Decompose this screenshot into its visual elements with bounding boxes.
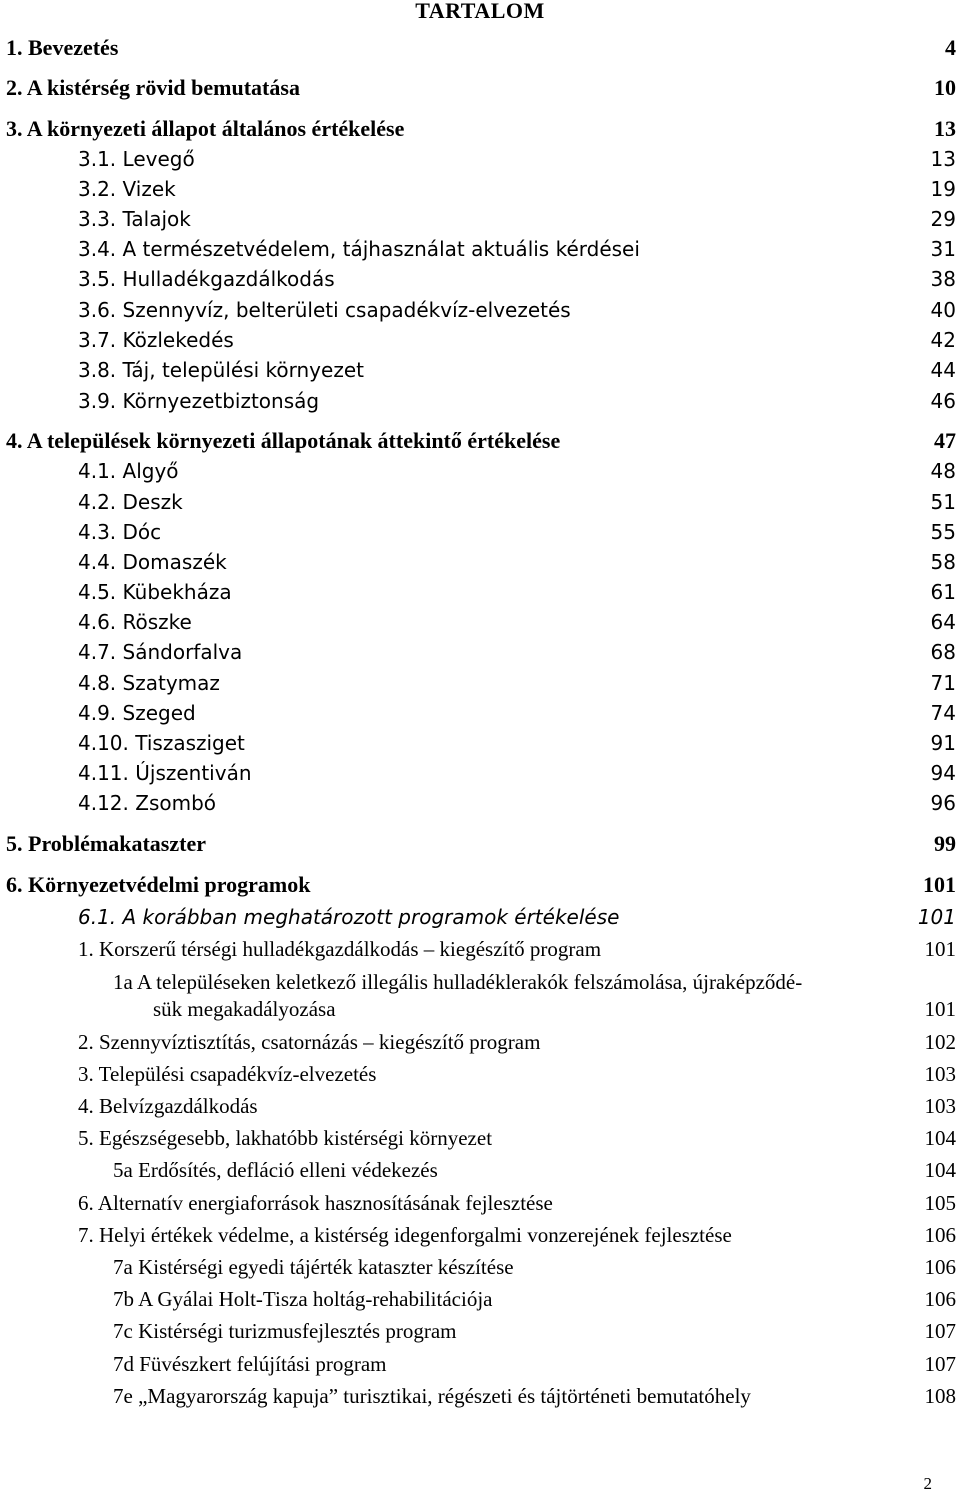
toc-entry[interactable] xyxy=(0,35,960,65)
toc-entry-title: 6. Alternatív energiaforrások hasznosításának fejlesztése xyxy=(78,1191,553,1215)
toc-entry[interactable] xyxy=(0,790,960,820)
toc-entry-page: 55 xyxy=(930,520,956,544)
toc-entry[interactable] xyxy=(0,872,960,902)
toc-entry-page: 108 xyxy=(924,1384,956,1408)
toc-entry[interactable] xyxy=(0,489,960,519)
toc-entry[interactable] xyxy=(0,831,960,861)
toc-entry-title: 4. Belvízgazdálkodás xyxy=(78,1094,258,1118)
toc-entry-title: 5a Erdősítés, defláció elleni védekezés xyxy=(113,1158,438,1182)
toc-entry-page: 68 xyxy=(930,640,956,664)
toc-entry-title: 3.1. Levegő xyxy=(78,147,195,171)
toc-entry-page: 38 xyxy=(930,267,956,291)
toc-entry[interactable] xyxy=(0,266,960,296)
toc-entry-title: 3. Települési csapadékvíz-elvezetés xyxy=(78,1062,377,1086)
toc-entry-title: 7. Helyi értékek védelme, a kistérség idegenforgalmi vonzerejének fejlesztése xyxy=(78,1223,732,1247)
toc-entry-page: 13 xyxy=(930,147,956,171)
toc-entry[interactable] xyxy=(0,969,960,999)
toc-entry[interactable] xyxy=(0,670,960,700)
toc-entry[interactable] xyxy=(0,700,960,730)
toc-entry-page: 42 xyxy=(930,328,956,352)
toc-entry[interactable] xyxy=(0,1351,960,1381)
toc-entry[interactable] xyxy=(0,904,960,934)
toc-entry[interactable] xyxy=(0,458,960,488)
toc-entry-title: 7a Kistérségi egyedi tájérték kataszter készítése xyxy=(113,1255,514,1279)
toc-entry-title: 1. Korszerű térségi hulladékgazdálkodás – kiegészítő program xyxy=(78,937,602,961)
toc-entry[interactable] xyxy=(0,236,960,266)
toc-entry-title: 3.8. Táj, települési környezet xyxy=(78,358,364,382)
toc-entry[interactable] xyxy=(0,519,960,549)
toc-entry-page: 105 xyxy=(924,1191,956,1215)
toc-entry[interactable] xyxy=(0,1286,960,1316)
toc-entry[interactable] xyxy=(0,1157,960,1187)
toc-entry-page: 71 xyxy=(930,671,956,695)
toc-entry-title: 3.7. Közlekedés xyxy=(78,328,234,352)
toc-entry-title: 2. A kistérség rövid bemutatása xyxy=(6,75,300,100)
toc-entry-page: 104 xyxy=(924,1158,956,1182)
toc-entry-title: 4.8. Szatymaz xyxy=(78,671,220,695)
toc-entry-page: 91 xyxy=(930,731,956,755)
toc-entry-title: 6.1. A korábban meghatározott programok értékelése xyxy=(78,905,620,929)
toc-entry[interactable] xyxy=(0,760,960,790)
toc-entry-title: 3.2. Vizek xyxy=(78,177,176,201)
toc-entry[interactable] xyxy=(0,327,960,357)
toc-entry[interactable] xyxy=(0,1254,960,1284)
toc-entry-title: 4.3. Dóc xyxy=(78,520,162,544)
toc-entry-page: 102 xyxy=(924,1030,956,1054)
toc-entry-page: 96 xyxy=(930,791,956,815)
toc-entry[interactable] xyxy=(0,730,960,760)
toc-entry-title: 4.10. Tiszasziget xyxy=(78,731,245,755)
toc-entry[interactable] xyxy=(0,1383,960,1413)
toc-entry-page: 48 xyxy=(930,459,956,483)
toc-entry-page: 40 xyxy=(930,298,956,322)
toc-entry-title: 4.4. Domaszék xyxy=(78,550,227,574)
toc-entry[interactable] xyxy=(0,75,960,105)
toc-entry-page: 74 xyxy=(930,701,956,725)
toc-entry-title: 2. Szennyvíztisztítás, csatornázás – kiegészítő program xyxy=(78,1030,541,1054)
toc-entry-page: 31 xyxy=(930,237,956,261)
toc-entry[interactable] xyxy=(0,388,960,418)
toc-entry[interactable] xyxy=(0,936,960,966)
toc-entry-title: 3.5. Hulladékgazdálkodás xyxy=(78,267,335,291)
toc-entry-title: 7e „Magyarország kapuja” turisztikai, régészeti és tájtörténeti bemutatóhely xyxy=(113,1384,751,1408)
toc-entry-page: 101 xyxy=(924,937,956,961)
toc-entry-page: 29 xyxy=(930,207,956,231)
toc-entry-page: 13 xyxy=(934,116,956,141)
toc-entry[interactable] xyxy=(0,1125,960,1155)
toc-entry[interactable] xyxy=(0,1222,960,1252)
toc-entry-page: 94 xyxy=(930,761,956,785)
toc-entry[interactable] xyxy=(0,639,960,669)
toc-entry-title: 7b A Gyálai Holt-Tisza holtág-rehabilitációja xyxy=(113,1287,493,1311)
toc-entry[interactable] xyxy=(0,1318,960,1348)
toc-entry[interactable] xyxy=(0,116,960,146)
toc-entry-page: 58 xyxy=(930,550,956,574)
toc-entry-title: 4.6. Röszke xyxy=(78,610,192,634)
toc-entry[interactable] xyxy=(0,579,960,609)
toc-entry-page: 107 xyxy=(924,1352,956,1376)
toc-entry-title: 4.5. Kübekháza xyxy=(78,580,232,604)
toc-entry[interactable] xyxy=(0,1029,960,1059)
toc-entry-page: 101 xyxy=(924,997,956,1021)
toc-entry-page: 103 xyxy=(924,1062,956,1086)
toc-entry-title: 4.1. Algyő xyxy=(78,459,179,483)
toc-entry[interactable] xyxy=(0,428,960,458)
toc-entry-page: 99 xyxy=(934,831,956,856)
toc-entry-title: 1a A településeken keletkező illegális hulladéklerakók felszámolása, újraképződé- xyxy=(113,970,803,994)
toc-entry-page: 19 xyxy=(930,177,956,201)
toc-entry-title: sük megakadályozása xyxy=(153,997,336,1021)
page-number: 2 xyxy=(923,1474,932,1493)
toc-entry-page: 107 xyxy=(924,1319,956,1343)
toc-entry-title: 3.9. Környezetbiztonság xyxy=(78,389,320,413)
toc-entry-title: 3.6. Szennyvíz, belterületi csapadékvíz-elvezetés xyxy=(78,298,571,322)
toc-entry-title: 4.2. Deszk xyxy=(78,490,183,514)
page-title: TARTALOM xyxy=(415,0,545,23)
toc-entry[interactable] xyxy=(0,609,960,639)
toc-entry[interactable] xyxy=(0,1190,960,1220)
toc-entry-title: 7c Kistérségi turizmusfejlesztés program xyxy=(113,1319,457,1343)
toc-entry-title: 3.4. A természetvédelem, tájhasználat aktuális kérdései xyxy=(78,237,640,261)
toc-entry-title: 4.7. Sándorfalva xyxy=(78,640,243,664)
toc-entry-page: 4 xyxy=(945,35,956,60)
toc-entry[interactable] xyxy=(0,549,960,579)
toc-entry[interactable] xyxy=(0,1093,960,1123)
toc-entry-title: 5. Problémakataszter xyxy=(6,831,206,856)
toc-entry-page: 106 xyxy=(924,1223,956,1247)
toc-entry-page: 104 xyxy=(924,1126,956,1150)
toc-entry[interactable] xyxy=(0,1061,960,1091)
toc-entry[interactable] xyxy=(0,357,960,387)
toc-entry-title: 3.3. Talajok xyxy=(78,207,191,231)
toc-entry-page: 51 xyxy=(930,490,956,514)
toc-entry-title: 4.9. Szeged xyxy=(78,701,196,725)
toc-entry-title: 3. A környezeti állapot általános értékelése xyxy=(6,116,405,141)
toc-entry-page: 106 xyxy=(924,1287,956,1311)
toc-entry-title: 4. A települések környezeti állapotának áttekintő értékelése xyxy=(6,428,561,453)
toc-entry-title: 7d Füvészkert felújítási program xyxy=(113,1352,387,1376)
toc-entry[interactable] xyxy=(0,297,960,327)
toc-entry[interactable] xyxy=(0,176,960,206)
toc-entry-title: 1. Bevezetés xyxy=(6,35,119,60)
toc-entry-page: 103 xyxy=(924,1094,956,1118)
toc-entry-title: 4.11. Újszentiván xyxy=(78,761,252,785)
toc-entry-page: 101 xyxy=(917,905,956,929)
toc-entry[interactable] xyxy=(0,996,960,1026)
toc-entry-page: 10 xyxy=(934,75,956,100)
toc-entry-title: 6. Környezetvédelmi programok xyxy=(6,872,311,897)
toc-entry-page: 101 xyxy=(923,872,956,897)
toc-entry-page: 46 xyxy=(930,389,956,413)
toc-entry-title: 4.12. Zsombó xyxy=(78,791,217,815)
toc-entry-page: 61 xyxy=(930,580,956,604)
toc-entry-page: 64 xyxy=(930,610,956,634)
toc-entry-page: 44 xyxy=(930,358,956,382)
toc-entry-page: 47 xyxy=(934,428,956,453)
toc-entry[interactable] xyxy=(0,206,960,236)
toc-entry-page: 106 xyxy=(924,1255,956,1279)
toc-entry[interactable] xyxy=(0,146,960,176)
toc-entry-title: 5. Egészségesebb, lakhatóbb kistérségi környezet xyxy=(78,1126,493,1150)
